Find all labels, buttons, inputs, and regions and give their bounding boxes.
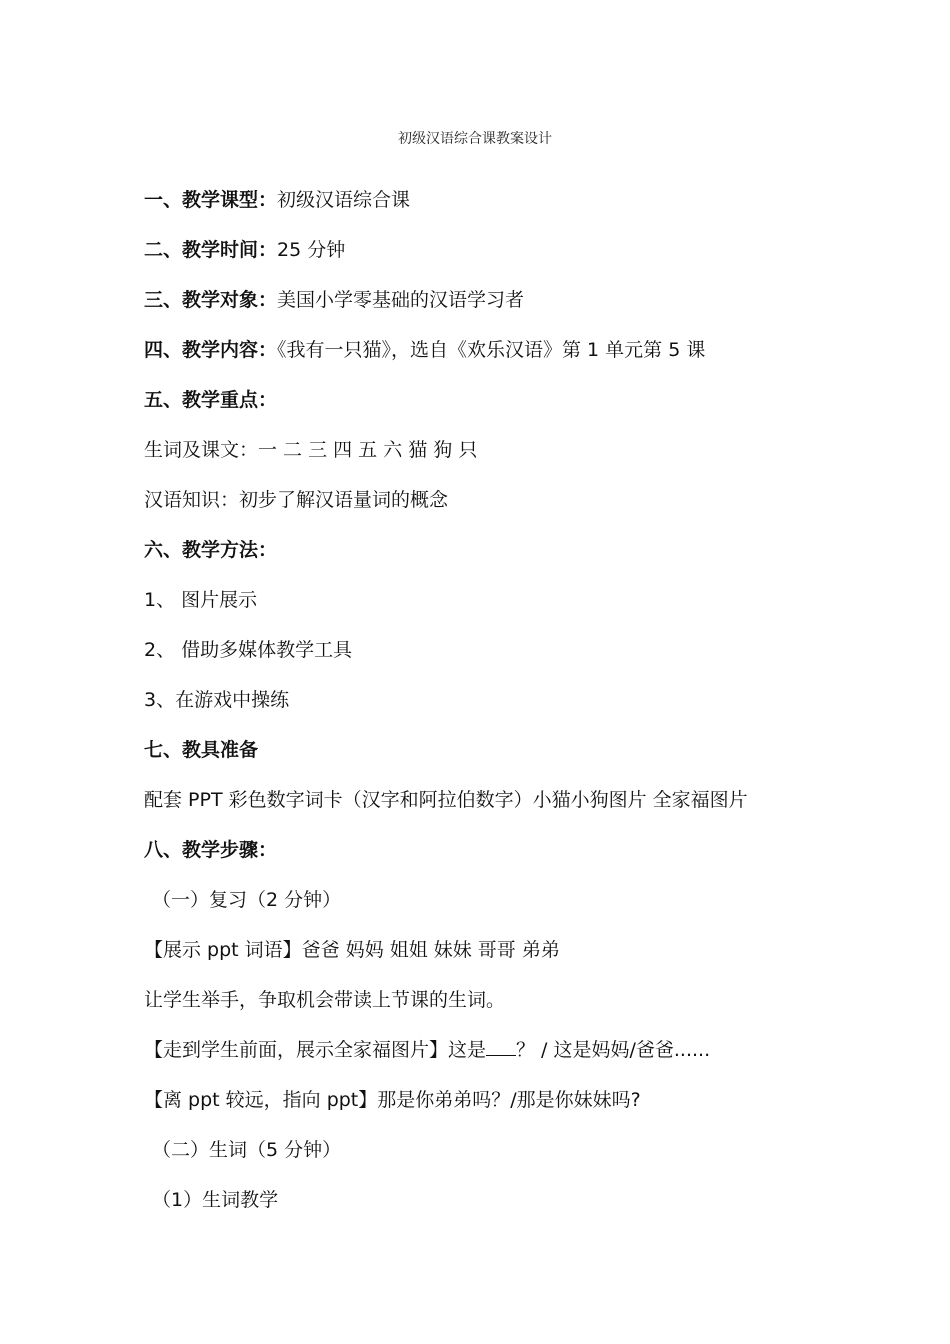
fill-in-blank — [486, 1037, 516, 1056]
method-item: 3、在游戏中操练 — [144, 689, 290, 711]
section-course-type — [144, 186, 410, 214]
section-label: 一、教学课型： — [144, 189, 278, 211]
step-review-line — [144, 1036, 710, 1064]
document-title: 初级汉语综合课教案设计 — [398, 131, 552, 147]
section-label: 七、教具准备 — [144, 739, 259, 761]
section-text: 《我有一只猫》，选自《欢乐汉语》第 1 单元第 5 课 — [277, 339, 706, 361]
step-vocab-heading: （二）生词（5 分钟） — [152, 1139, 342, 1161]
section-label: 八、教学步骤： — [144, 839, 278, 861]
step-review-line-part: 【走到学生前面，展示全家福图片】这是 — [144, 1039, 487, 1061]
section-text: 25 分钟 — [277, 239, 346, 261]
section-key-points — [144, 386, 277, 414]
step-vocab-subheading: （1）生词教学 — [152, 1189, 279, 1211]
section-teaching-target — [144, 286, 524, 314]
section-text: 美国小学零基础的汉语学习者 — [277, 289, 525, 311]
step-review-heading: （一）复习（2 分钟） — [152, 889, 342, 911]
section-label: 五、教学重点： — [144, 389, 278, 411]
section-label: 二、教学时间： — [144, 239, 278, 261]
method-item: 2、 借助多媒体教学工具 — [144, 639, 353, 661]
method-item: 1、 图片展示 — [144, 589, 258, 611]
step-review-line: 【离 ppt 较远，指向 ppt】那是你弟弟吗？/那是你妹妹吗? — [144, 1089, 641, 1111]
step-review-line: 让学生举手，争取机会带读上节课的生词。 — [144, 989, 506, 1011]
step-review-line: 【展示 ppt 词语】爸爸 妈妈 姐姐 妹妹 哥哥 弟弟 — [144, 939, 560, 961]
step-review-line-part: ？ / 这是妈妈/爸爸...... — [516, 1039, 711, 1061]
key-points-vocab: 生词及课文：一 二 三 四 五 六 猫 狗 只 — [144, 439, 478, 461]
section-label: 六、教学方法： — [144, 539, 278, 561]
section-label: 四、教学内容： — [144, 339, 278, 361]
section-teaching-steps — [144, 836, 277, 864]
section-teaching-time — [144, 236, 345, 264]
key-points-knowledge: 汉语知识：初步了解汉语量词的概念 — [144, 489, 449, 511]
section-teaching-content — [144, 336, 705, 364]
section-text: 初级汉语综合课 — [277, 189, 411, 211]
section-teaching-aids — [144, 736, 258, 764]
section-label: 三、教学对象： — [144, 289, 278, 311]
section-teaching-methods — [144, 536, 277, 564]
teaching-aids-text: 配套 PPT 彩色数字词卡（汉字和阿拉伯数字）小猫小狗图片 全家福图片 — [144, 789, 748, 811]
